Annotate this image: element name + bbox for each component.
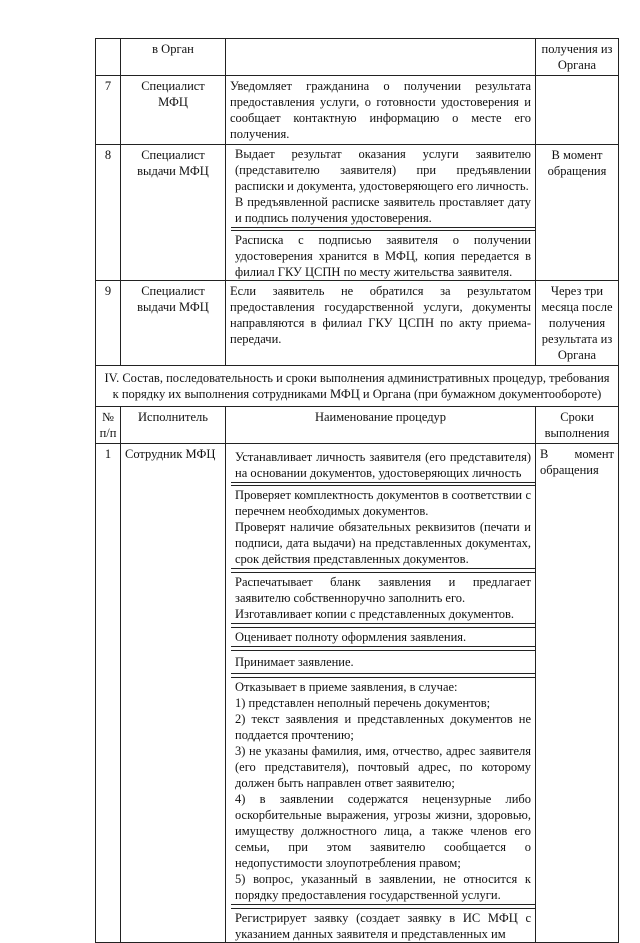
procedure-text: Оценивает полноту оформления заявления. [235,630,467,644]
table-header-row [96,407,619,444]
procedure-block [231,650,536,674]
procedure-block [231,627,536,647]
procedure-text: 4) в заявлении содержатся нецензурные либо оскорбительные выражения, угрозы жизни, здоровью, имуществу должностного лица, а также членов его семьи, при этом заявителю сообщается о недопустимости злоупотребления правом; [235,792,531,870]
procedure-block [231,145,536,228]
table-row [96,444,619,943]
cell-num: 9 [96,281,121,366]
procedure-text: 3) не указаны фамилия, имя, отчество, адрес заявителя (его представителя), почтовый адрес, по которому должен быть направлен ответ заявителю; [235,744,531,790]
procedure-text: Изготавливает копии с представленных документов. [235,607,515,621]
cell-num: 7 [96,76,121,145]
procedure-text: 1) представлен неполный перечень документов; [235,696,491,710]
cell-performer: Специалист выдачи МФЦ [121,281,226,366]
cell-procedure: Уведомляет гражданина о получении результата предоставления услуги, о готовности удостоверения и сообщает контактную информацию о месте его получения. [226,76,536,145]
cell-performer: в Орган [121,39,226,76]
procedure-text: Проверят наличие обязательных реквизитов (печати и подписи, дата выдачи) на представленных документах, срок действия представленных документов. [235,520,531,566]
procedure-text: Устанавливает личность заявителя (его представителя) на основании документов, удостоверяющих личность [235,450,531,480]
table-row [96,281,619,366]
procedure-text: Отказывает в приеме заявления, в случае: [235,680,458,694]
procedure-block [231,677,536,905]
procedure-block [231,908,536,943]
table-row [96,39,619,76]
cell-deadline [536,76,619,145]
cell-deadline: получения из Органа [536,39,619,76]
procedures-table [95,38,619,943]
section-heading-row [96,366,619,407]
procedure-block [231,572,536,624]
procedure-block [231,230,536,281]
cell-performer: Специалист МФЦ [121,76,226,145]
procedure-text: 5) вопрос, указанный в заявлении, не относится к порядку предоставления государственной услуги. [235,872,531,902]
header-procedures: Наименование процедур [226,407,536,444]
procedure-text: Проверяет комплектность документов в соответствии с перечнем необходимых документов. [235,488,531,518]
procedure-text: Выдает результат оказания услуги заявителю (представителю заявителя) при предъявлении расписки и документа, удостоверяющего его личность. [235,147,531,193]
table-row [96,145,619,281]
cell-num: 8 [96,145,121,281]
cell-deadline: В момент обращения [536,145,619,281]
header-num: № п/п [96,407,121,444]
procedure-block [231,485,536,569]
procedure-text: 2) текст заявления и представленных документов не поддается прочтению; [235,712,531,742]
cell-deadline: Через три месяца после получения результата из Органа [536,281,619,366]
cell-performer: Специалист выдачи МФЦ [121,145,226,281]
document-page [95,38,618,943]
cell-performer: Сотрудник МФЦ [121,444,226,943]
cell-deadline: В момент обращения [536,444,619,943]
section-heading: IV. Состав, последовательность и сроки выполнения административных процедур, требования к порядку их выполнения сотрудниками МФЦ и Органа (при бумажном документообороте) [96,366,619,407]
cell-num [96,39,121,76]
procedure-text: Распечатывает бланк заявления и предлагает заявителю собственноручно заполнить его. [235,575,531,605]
cell-procedure [226,39,536,76]
cell-procedure [226,145,536,281]
cell-num: 1 [96,444,121,943]
procedure-text: Расписка с подписью заявителя о получении удостоверения хранится в МФЦ, копия передается в филиал ГКУ ЦСПН по месту жительства заявителя. [235,233,531,279]
table-row [96,76,619,145]
procedure-text: В предъявленной расписке заявитель проставляет дату и подпись получения удостоверения. [235,195,531,225]
cell-procedure: Если заявитель не обратился за результатом предоставления государственной услуги, документы направляются в филиал ГКУ ЦСПН по акту приема-передачи. [226,281,536,366]
procedure-block [231,448,536,483]
header-deadline: Сроки выполнения [536,407,619,444]
header-performer: Исполнитель [121,407,226,444]
cell-procedure [226,444,536,943]
procedure-text: Регистрирует заявку (создает заявку в ИС МФЦ с указанием данных заявителя и представленных им [235,911,531,941]
procedure-text: Принимает заявление. [235,655,354,669]
